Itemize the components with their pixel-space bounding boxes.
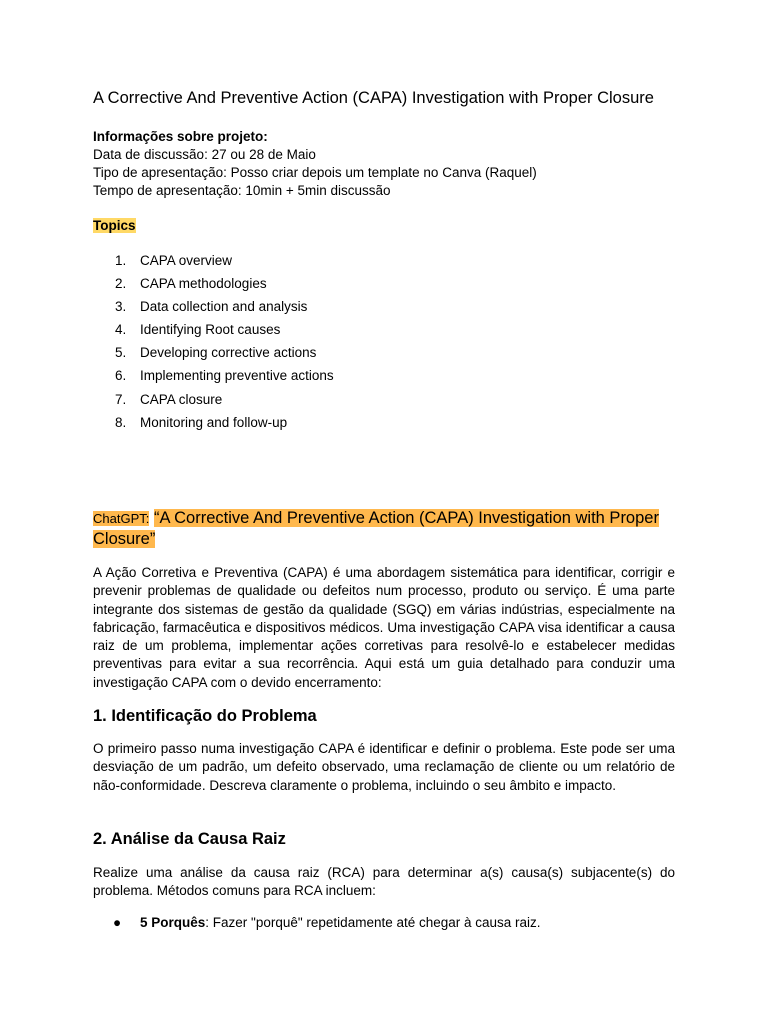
document-title: A Corrective And Preventive Action (CAPA) Investigation with Proper Closure <box>93 89 654 107</box>
list-item-number: 2. <box>115 276 127 292</box>
list-item-text: Identifying Root causes <box>140 322 281 338</box>
list-item-text: Monitoring and follow-up <box>140 414 288 430</box>
chatgpt-heading <box>93 508 675 550</box>
list-item <box>93 391 334 414</box>
list-item-text: CAPA methodologies <box>140 276 267 292</box>
topics-label-highlight: Topics <box>93 218 136 233</box>
list-item <box>93 367 334 390</box>
bullet-bold-term: 5 Porquês <box>140 915 206 930</box>
list-item-number: 4. <box>115 322 127 338</box>
project-info-heading: Informações sobre projeto: <box>93 129 268 144</box>
list-item-text: Developing corrective actions <box>140 345 317 361</box>
project-info <box>93 128 537 200</box>
info-line-type: Tipo de apresentação: Posso criar depois um template no Canva (Raquel) <box>93 165 537 180</box>
list-item-number: 1. <box>115 253 127 268</box>
info-line-date: Data de discussão: 27 ou 28 de Maio <box>93 147 316 162</box>
section-heading-root-cause-analysis: 2. Análise da Causa Raiz <box>93 830 286 848</box>
list-item-number: 7. <box>115 391 127 407</box>
list-item <box>93 414 334 437</box>
list-item-text: Data collection and analysis <box>140 299 308 315</box>
list-item-text: Implementing preventive actions <box>140 368 334 384</box>
list-item-text: CAPA overview <box>140 253 233 268</box>
list-item <box>93 344 334 367</box>
list-item-number: 3. <box>115 299 127 315</box>
info-line-time: Tempo de apresentação: 10min + 5min discussão <box>93 183 391 198</box>
bullet-dot-icon: ● <box>113 915 122 930</box>
section-paragraph-problem-identification: O primeiro passo numa investigação CAPA é identificar e definir o problema. Este pode ser uma desviação de um padrão, um defeito observado, uma reclamação de cliente ou um relatório de não-conformidade. Descreva claramente o problema, incluindo o seu âmbito e impacto. <box>93 741 675 793</box>
list-item <box>93 252 334 275</box>
section-paragraph-root-cause-analysis: Realize uma análise da causa raiz (RCA) para determinar a(s) causa(s) subjacente(s) do problema. Métodos comuns para RCA incluem: <box>93 865 675 899</box>
list-item-number: 5. <box>115 345 127 361</box>
chatgpt-title: “A Corrective And Preventive Action (CAPA) Investigation with Proper Closure” <box>93 509 659 548</box>
list-item <box>93 275 334 298</box>
list-item-text: CAPA closure <box>140 391 223 407</box>
list-item-number: 8. <box>115 414 127 430</box>
list-item-number: 6. <box>115 368 127 384</box>
intro-paragraph: A Ação Corretiva e Preventiva (CAPA) é uma abordagem sistemática para identificar, corrigir e prevenir problemas de qualidade ou defeitos num processo, produto ou serviço. É uma parte integrante dos sistemas de gestão da qualidade (SGQ) em várias indústrias, especialmente na fabricação, farmacêutica e dispositivos médicos. Uma investigação CAPA visa identificar a causa raiz de um problema, implementar ações corretivas para resolvê-lo e estabelecer medidas preventivas para evitar a sua recorrência. Aqui está um guia detalhado para conduzir uma investigação CAPA com o devido encerramento: <box>93 565 675 690</box>
bullet-text: : Fazer "porquê" repetidamente até chegar à causa raiz. <box>205 915 541 930</box>
topics-label <box>93 217 136 235</box>
topics-list <box>93 252 334 437</box>
list-item <box>93 321 334 344</box>
section-heading-problem-identification: 1. Identificação do Problema <box>93 707 317 725</box>
list-item <box>93 298 334 321</box>
chatgpt-tag: ChatGPT: <box>93 511 150 526</box>
bullet-item-5-whys <box>113 914 541 932</box>
